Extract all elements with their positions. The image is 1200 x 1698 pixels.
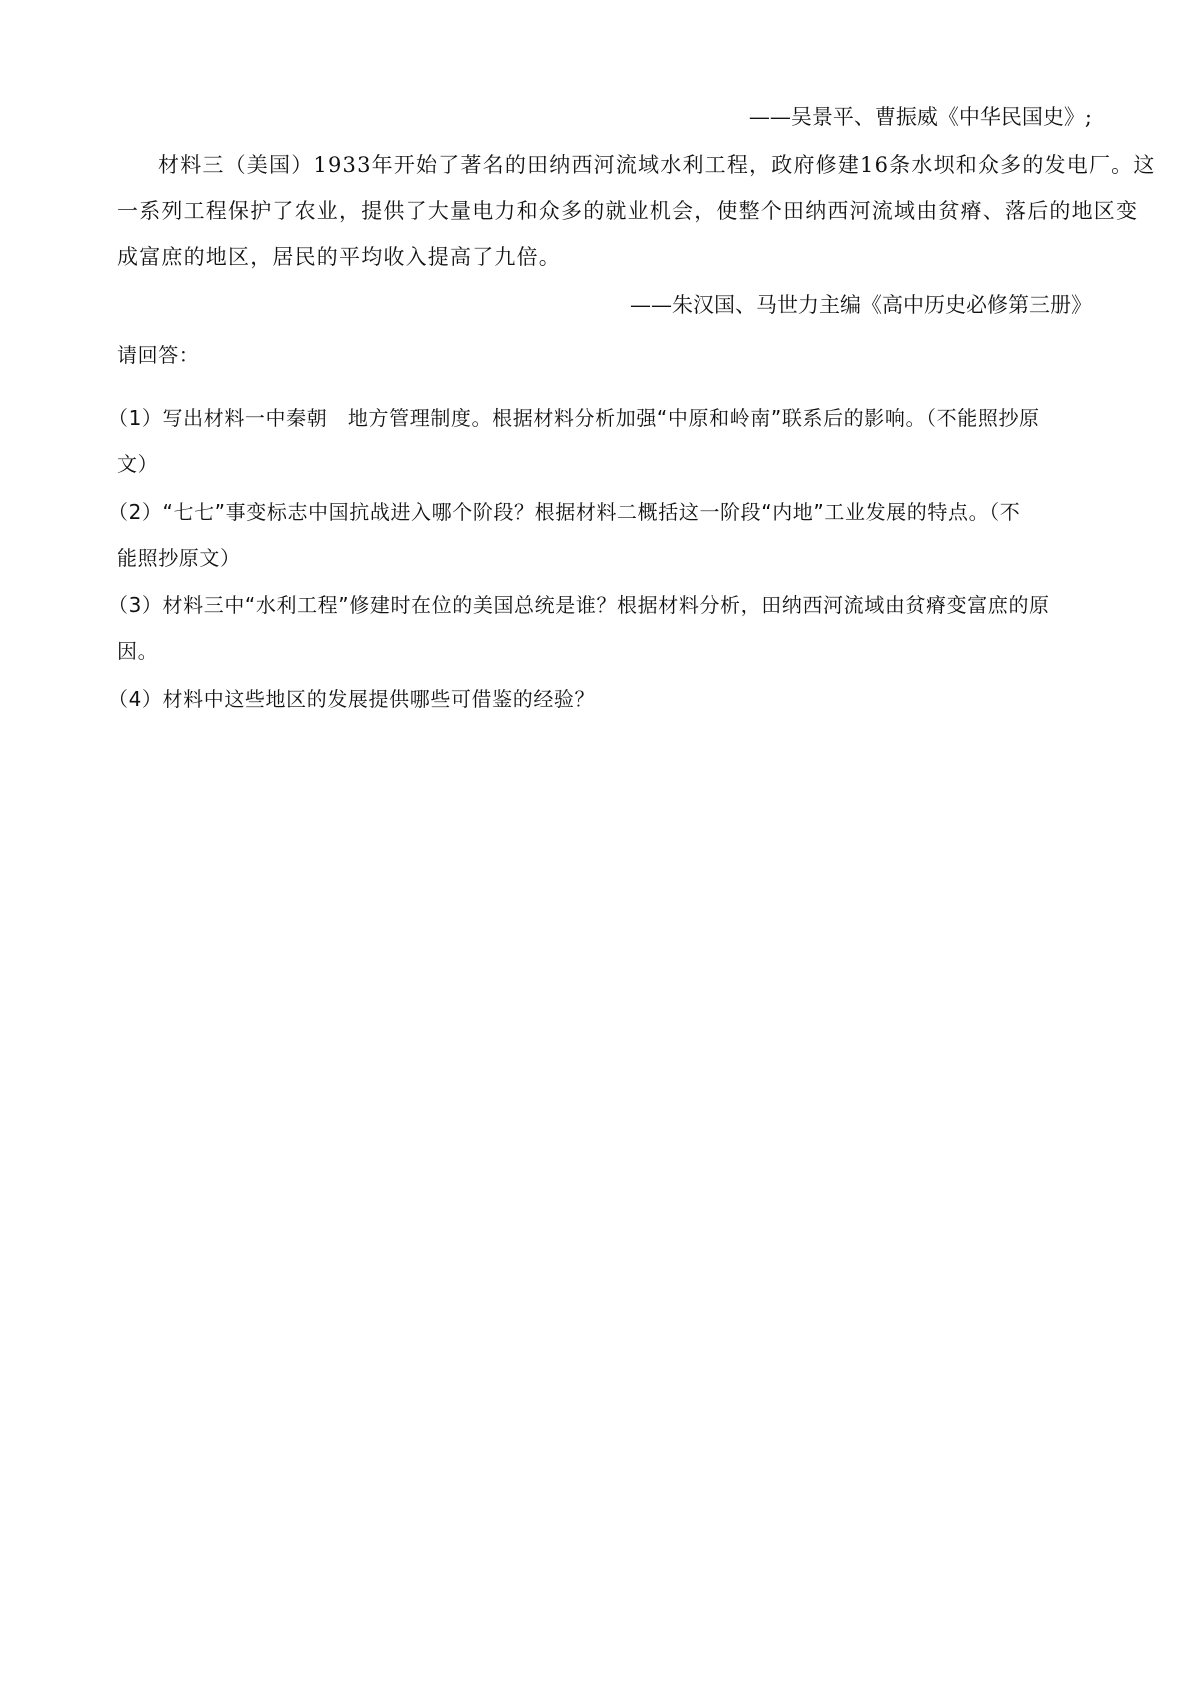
question-1-line-2: 文） xyxy=(117,452,159,476)
question-2-line-1: （2）“七七”事变标志中国抗战进入哪个阶段？根据材料二概括这一阶段“内地”工业发展的特点。（不 xyxy=(108,500,1021,524)
citation-wu-cao: ——吴景平、曹振威《中华民国史》; xyxy=(748,105,1092,129)
answer-prompt: 请回答： xyxy=(117,343,200,367)
material-3-line-2: 一系列工程保护了农业，提供了大量电力和众多的就业机会，使整个田纳西河流域由贫瘠、落后的地区变 xyxy=(117,199,1139,223)
material-3-line-1: 材料三（美国）1933年开始了著名的田纳西河流域水利工程，政府修建16条水坝和众多的发电厂。这 xyxy=(158,153,1156,177)
question-4-line-1: （4）材料中这些地区的发展提供哪些可借鉴的经验？ xyxy=(108,687,596,711)
citation-zhu-ma: ——朱汉国、马世力主编《高中历史必修第三册》 xyxy=(630,293,1092,317)
question-3-line-1: （3）材料三中“水利工程”修建时在位的美国总统是谁？根据材料分析，田纳西河流域由贫瘠变富庶的原 xyxy=(108,593,1050,617)
question-3-line-2: 因。 xyxy=(117,639,159,663)
material-3-line-3: 成富庶的地区，居民的平均收入提高了九倍。 xyxy=(117,245,561,269)
question-1-line-1: （1）写出材料一中秦朝 地方管理制度。根据材料分析加强“中原和岭南”联系后的影响。（不能照抄原 xyxy=(108,406,1040,430)
question-2-line-2: 能照抄原文） xyxy=(117,546,241,570)
